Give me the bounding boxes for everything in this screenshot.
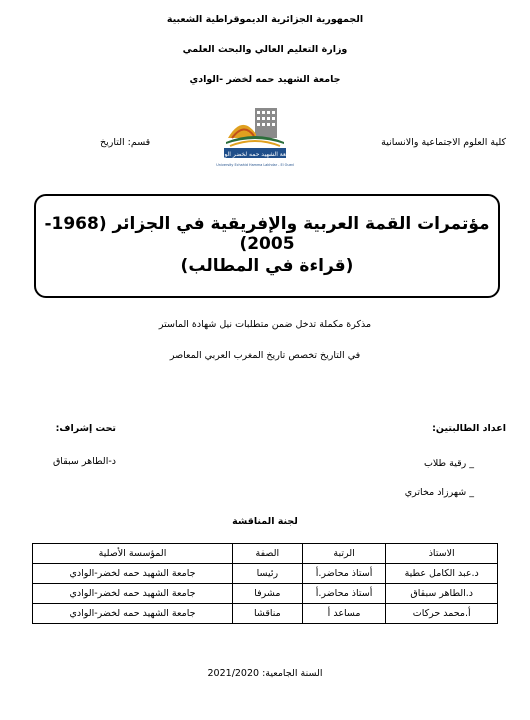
faculty-label: كلية العلوم الاجتماعية والانسانية xyxy=(381,137,506,148)
student-name-2: _ شهرزاد مخاتري xyxy=(404,487,474,498)
logo-english-text: University Echahid Hamma Lakhdar - El Oued xyxy=(216,163,294,167)
table-row xyxy=(33,584,498,604)
rank-cell: أستاذ محاضر.أ xyxy=(302,564,386,584)
committee-table xyxy=(32,543,498,624)
students-heading: اعداد الطالبتين: xyxy=(432,423,506,434)
institution-cell: جامعة الشهيد حمه لخضر-الوادي xyxy=(33,564,233,584)
role-cell: رئيسا xyxy=(232,564,302,584)
academic-year: السنة الجامعية: 2021/2020 xyxy=(207,668,323,679)
student-name-1: _ رقية طلاب xyxy=(423,458,474,469)
committee-header-row xyxy=(33,544,498,564)
role-cell: مناقشا xyxy=(232,604,302,624)
institution-cell: جامعة الشهيد حمه لخضر-الوادي xyxy=(33,604,233,624)
table-row xyxy=(33,604,498,624)
rank-cell: مساعد أ xyxy=(302,604,386,624)
thesis-subtitle: (قراءة في المطالب) xyxy=(180,256,354,276)
university-logo xyxy=(215,104,295,176)
university-logo-graphic xyxy=(215,104,295,176)
professor-cell: د.الطاهر سبقاق xyxy=(386,584,498,604)
committee-heading: لجنة المناقشة xyxy=(232,516,298,527)
thesis-title: مؤتمرات القمة العربية والإفريقية في الجزائر (1968-2005) xyxy=(44,214,490,254)
role-cell: مشرفا xyxy=(232,584,302,604)
specialization-statement: في التاريخ تخصص تاريخ المغرب العربي المعاصر xyxy=(169,350,361,361)
university-heading: جامعة الشهيد حمه لخضر -الوادي xyxy=(189,74,341,85)
col-professor: الاستاذ xyxy=(386,544,498,564)
republic-heading: الجمهورية الجزائرية الديموقراطية الشعبية xyxy=(166,14,364,25)
rank-cell: أستاذ محاضر.أ xyxy=(302,584,386,604)
col-rank: الرتبة xyxy=(302,544,386,564)
thesis-title-box xyxy=(34,194,500,298)
supervisor-name: د-الطاهر سبقاق xyxy=(52,456,116,467)
ministry-heading: وزارة التعليم العالي والبحث العلمي xyxy=(182,44,348,55)
col-role: الصفة xyxy=(232,544,302,564)
table-row xyxy=(33,564,498,584)
logo-arabic-text: جامعة الشهيد حمه لخضر الوادي xyxy=(215,151,295,158)
professor-cell: د.عبد الكامل عطية xyxy=(386,564,498,584)
professor-cell: أ.محمد حركات xyxy=(386,604,498,624)
institution-cell: جامعة الشهيد حمه لخضر-الوادي xyxy=(33,584,233,604)
degree-statement: مذكرة مكملة تدخل ضمن متطلبات نيل شهادة الماستر xyxy=(158,319,372,330)
col-institution: المؤسسة الأصلية xyxy=(33,544,233,564)
department-label: قسم: التاريخ xyxy=(100,137,151,148)
supervisor-heading: تحت إشراف: xyxy=(55,423,116,434)
